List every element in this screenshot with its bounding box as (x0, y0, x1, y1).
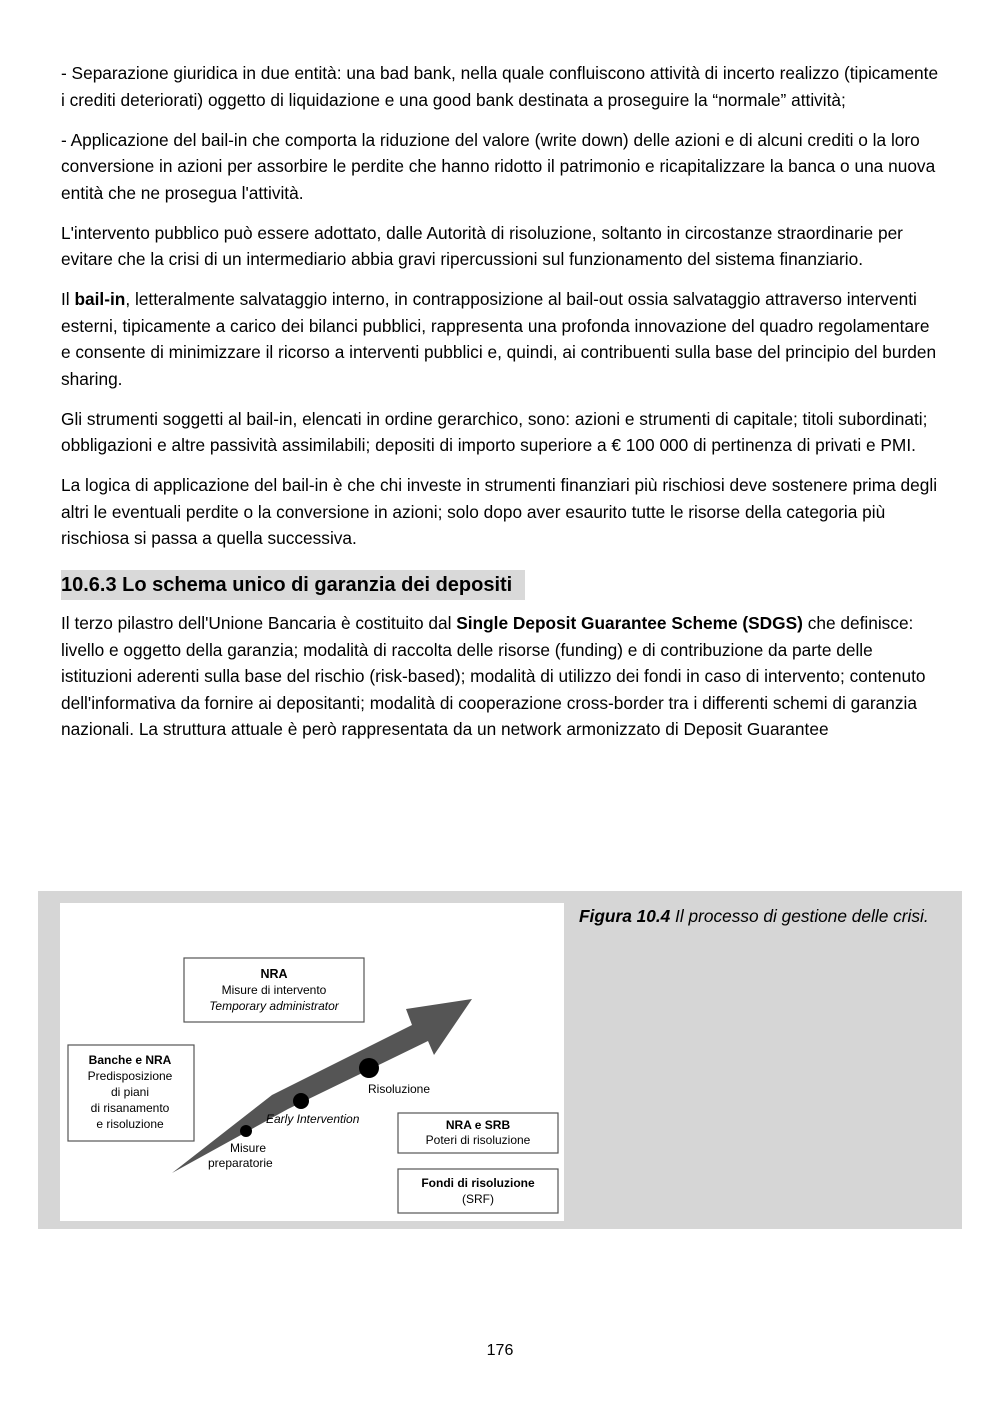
stage-label-risoluzione: Risoluzione (368, 1082, 431, 1096)
box-fondi-line1: (SRF) (462, 1192, 494, 1206)
box-banche-line1: Predisposizione (87, 1069, 173, 1083)
box-banche-title: Banche e NRA (88, 1053, 172, 1067)
paragraph-bad-bank: - Separazione giuridica in due entità: una bad bank, nella quale confluiscono attività di incerto realizzo (tipicamente i crediti deteriorati) oggetto di liquidazione e una good bank destinata a proseguire la “normale” attività; (61, 63, 939, 110)
crisis-process-svg (60, 903, 564, 1221)
box-nra-title: NRA (260, 967, 288, 981)
page-number: 176 (486, 1342, 514, 1359)
stage-label-misure: Misure (230, 1141, 267, 1155)
stage-label-preparatorie: preparatorie (208, 1156, 273, 1170)
box-srb-line1: Poteri di risoluzione (425, 1133, 531, 1147)
paragraph-bail-in-definition (61, 286, 941, 392)
bail-in-text: , letteralmente salvataggio interno, in contrapposizione al bail-out ossia salvataggio attraverso interventi esterni, tipicamente a carico dei bilanci pubblici, rappresenta una profonda innovazione del quadro regolamentare e consente di minimizzare il ricorso a interventi pubblici e, quindi, ai contribuenti sulla base del principio del burden sharing. (61, 289, 937, 389)
caption-label: Figura 10.4 (579, 906, 671, 926)
bail-in-term: bail-in (74, 289, 126, 309)
paragraph-bail-in-logic: La logica di applicazione del bail-in è che chi investe in strumenti finanziari più rischiosi deve sostenere prima degli altri le eventuali perdite o la conversione in azioni; solo dopo aver esaurito tutte le risorse della categoria più rischiosa si passa a quella successiva. (61, 475, 938, 548)
box-banche-line3: di risanamento (90, 1101, 170, 1115)
section-heading: 10.6.3 Lo schema unico di garanzia dei depositi (61, 570, 525, 600)
sdgs-text: che definisce: livello e oggetto della garanzia; modalità di raccolta delle risorse (funding) e di contribuzione da parte delle istituzioni aderenti sulla base del rischio (risk-based); modalità di utilizzo dei fondi in caso di intervento; contenuto dell'informativa da fornire ai depositanti; modalità di cooperazione cross-border tra i differenti schemi di garanzia nazionali. La struttura attuale è però rappresentata da un network armonizzato di Deposit Guarantee (61, 613, 926, 739)
sdgs-term: Single Deposit Guarantee Scheme (SDGS) (456, 613, 803, 633)
paragraph-sdgs (61, 610, 941, 743)
figure-caption (579, 903, 939, 930)
paragraph-instruments: Gli strumenti soggetti al bail-in, elencati in ordine gerarchico, sono: azioni e strumenti di capitale; titoli subordinati; obbligazioni e altre passività assimilabili; depositi di importo superiore a € 100 000 di pertinenza di privati e PMI. (61, 408, 928, 455)
stage-label-early: Early Intervention (266, 1112, 360, 1126)
stage-dot-preparatorie (240, 1125, 252, 1137)
box-fondi-title: Fondi di risoluzione (421, 1176, 535, 1190)
sdgs-prefix: Il terzo pilastro dell'Unione Bancaria è costituito dal (61, 613, 457, 633)
crisis-process-diagram (60, 903, 564, 1221)
caption-text: Il processo di gestione delle crisi. (670, 906, 929, 926)
figure-panel (38, 891, 962, 1229)
box-banche-line2: di piani (110, 1085, 150, 1099)
box-banche-line4: e risoluzione (96, 1117, 164, 1131)
stage-dot-risoluzione (359, 1058, 379, 1078)
box-srb-title: NRA e SRB (445, 1118, 511, 1132)
paragraph-public-intervention: L'intervento pubblico può essere adottato, dalle Autorità di risoluzione, soltanto in circostanze straordinarie per evitare che la crisi di un intermediario abbia gravi ripercussioni sul funzionamento del sistema finanziario. (61, 222, 903, 269)
paragraph-bail-in-application: - Applicazione del bail-in che comporta la riduzione del valore (write down) delle azioni e di alcuni crediti o la loro conversione in azioni per assorbire le perdite che hanno ridotto il patrimonio e ricapitalizzare la banca o una nuova entità che ne prosegua l'attività. (61, 129, 936, 203)
stage-dot-early (293, 1093, 309, 1109)
box-nra-line2: Temporary administrator (209, 999, 339, 1013)
box-nra-line1: Misure di intervento (221, 983, 327, 997)
bail-in-prefix: Il (61, 289, 75, 309)
body-text-top (61, 60, 941, 756)
